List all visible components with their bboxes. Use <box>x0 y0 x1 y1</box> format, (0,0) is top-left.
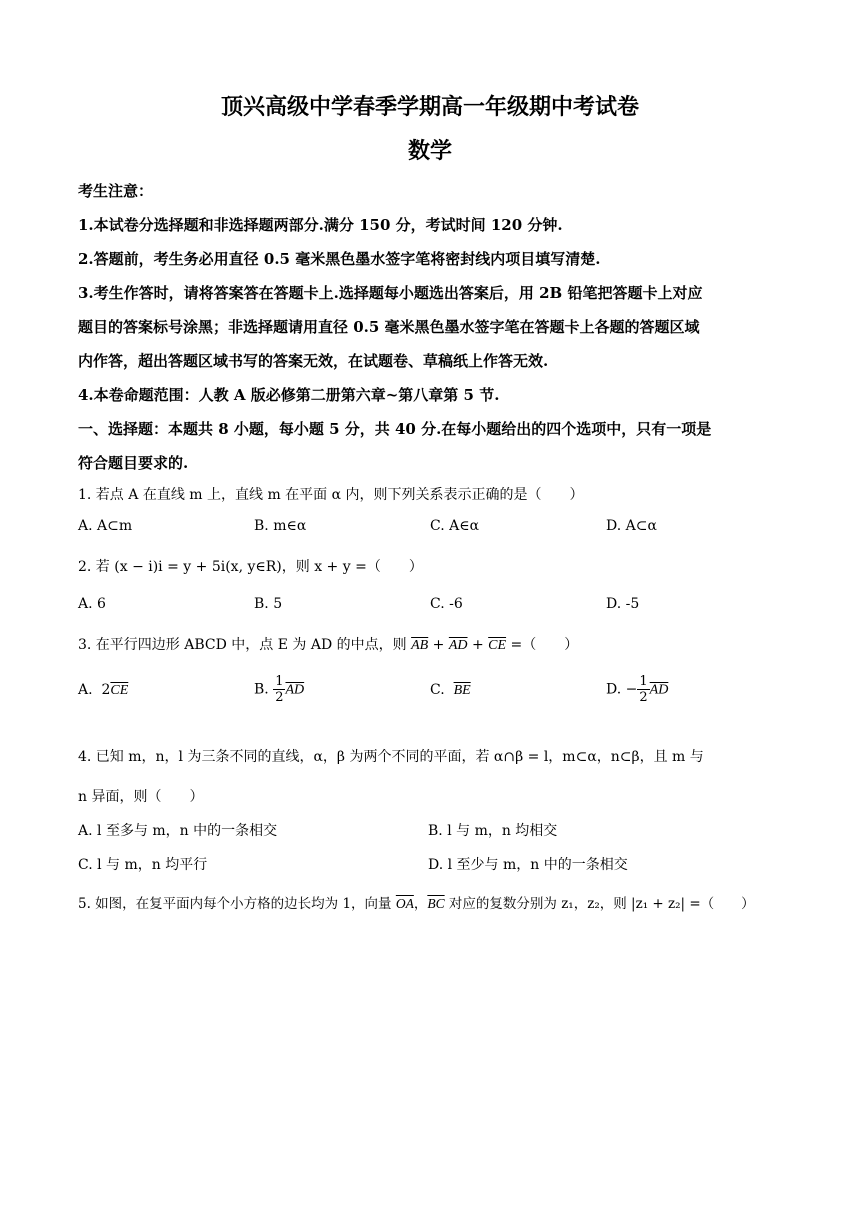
q3-option-d-numerator: 1 <box>639 674 648 689</box>
section-heading-line1: 一、选择题：本题共 8 小题，每小题 5 分，共 40 分.在每小题给出的四个选项中，只有一项是 <box>78 420 712 438</box>
q3-option-d-denominator: 2 <box>639 690 648 705</box>
q5-text-post: 对应的复数分别为 z₁，z₂，则 |z₁ + z₂| =（ ） <box>444 896 755 912</box>
q4-option-b: B. l 与 m，n 均相交 <box>428 823 558 839</box>
q3-option-b-vector: $\overline{AD}$ <box>285 682 305 698</box>
q3-option-d-fraction <box>637 674 649 705</box>
q3-vector-ab: $\overline{AB}$ <box>411 638 429 653</box>
q2-option-a: A. 6 <box>78 596 106 612</box>
q3-option-d-sign: − <box>625 681 638 698</box>
q5-vector-oa: $\overline{OA}$ <box>395 896 414 911</box>
q2-option-d: D. -5 <box>606 596 640 612</box>
q4-option-c: C. l 与 m，n 均平行 <box>78 857 208 873</box>
q3-option-c-label: C. <box>430 682 445 698</box>
q3-option-b-fraction <box>273 674 285 705</box>
question-4-line-2: n 异面，则（ ） <box>78 789 204 805</box>
q2-option-c: C. -6 <box>430 596 463 612</box>
exam-title: 顶兴高级中学春季学期高一年级期中考试卷 <box>220 94 639 120</box>
notice-heading: 考生注意： <box>78 182 154 200</box>
q3-text-pre: 3. 在平行四边形 ABCD 中，点 E 为 AD 的中点，则 <box>78 637 412 653</box>
notice-item-3b: 题目的答案标号涂黑；非选择题请用直径 0.5 毫米黑色墨水签字笔在答题卡上各题的答题区域 <box>78 318 700 336</box>
q3-option-b <box>254 674 304 705</box>
notice-item-3a: 3.考生作答时，请将答案答在答题卡上.选择题每小题选出答案后，用 2B 铅笔把答题卡上对应 <box>78 284 703 302</box>
q3-vector-ad: $\overline{AD}$ <box>448 638 468 653</box>
section-heading-line2: 符合题目要求的. <box>78 454 189 472</box>
q3-option-d-label: D. <box>606 681 622 698</box>
q3-option-d-vector: $\overline{AD}$ <box>649 682 669 698</box>
q3-option-b-numerator: 1 <box>275 674 284 689</box>
q1-option-d: D. A⊂α <box>606 518 657 534</box>
q5-text-pre: 5. 如图，在复平面内每个小方格的边长均为 1，向量 <box>78 896 396 912</box>
q3-option-a <box>78 682 128 699</box>
question-1-text: 1. 若点 A 在直线 m 上，直线 m 在平面 α 内，则下列关系表示正确的是（ ） <box>78 487 584 503</box>
question-2-text: 2. 若 (x − i)i = y + 5i(x, y∈R)，则 x + y =（ ） <box>78 559 423 575</box>
q3-option-c-vector: $\overline{BE}$ <box>453 683 471 698</box>
notice-item-2: 2.答题前，考生务必用直径 0.5 毫米黑色墨水签字笔将密封线内项目填写清楚. <box>78 250 601 268</box>
q3-plus-2: + <box>467 637 489 653</box>
q3-plus-1: + <box>428 637 449 653</box>
q1-option-c: C. A∈α <box>430 518 480 534</box>
q3-vector-ce: $\overline{CE}$ <box>488 638 507 653</box>
q1-option-a: A. A⊂m <box>78 518 133 534</box>
q3-option-a-label: A. <box>78 682 93 698</box>
q3-option-b-denominator: 2 <box>275 690 284 705</box>
notice-item-4: 4.本卷命题范围：人教 A 版必修第二册第六章~第八章第 5 节. <box>78 386 500 404</box>
q3-option-d <box>606 674 668 705</box>
notice-item-1: 1.本试卷分选择题和非选择题两部分.满分 150 分，考试时间 120 分钟. <box>78 216 563 234</box>
q3-text-post: =（ ） <box>506 637 579 653</box>
q3-option-a-vector: $\overline{CE}$ <box>110 683 129 698</box>
q1-option-b: B. m∈α <box>254 518 307 534</box>
q5-comma: ， <box>413 896 428 912</box>
q4-option-a: A. l 至多与 m，n 中的一条相交 <box>78 823 278 839</box>
q3-option-b-label: B. <box>254 681 269 698</box>
subject-title: 数学 <box>407 138 452 164</box>
q3-option-a-coef: 2 <box>101 682 111 698</box>
q4-option-d: D. l 至少与 m，n 中的一条相交 <box>428 857 628 873</box>
question-5-text <box>78 892 755 912</box>
q3-option-c <box>430 682 471 699</box>
question-3-text <box>78 634 578 654</box>
q5-vector-bc: $\overline{BC}$ <box>427 896 445 911</box>
notice-item-3c: 内作答，超出答题区域书写的答案无效，在试题卷、草稿纸上作答无效. <box>78 352 549 370</box>
question-4-line-1: 4. 已知 m，n，l 为三条不同的直线，α，β 为两个不同的平面，若 α∩β = l，m⊂α，n⊂β，且 m 与 <box>78 749 704 765</box>
q2-option-b: B. 5 <box>254 596 283 612</box>
